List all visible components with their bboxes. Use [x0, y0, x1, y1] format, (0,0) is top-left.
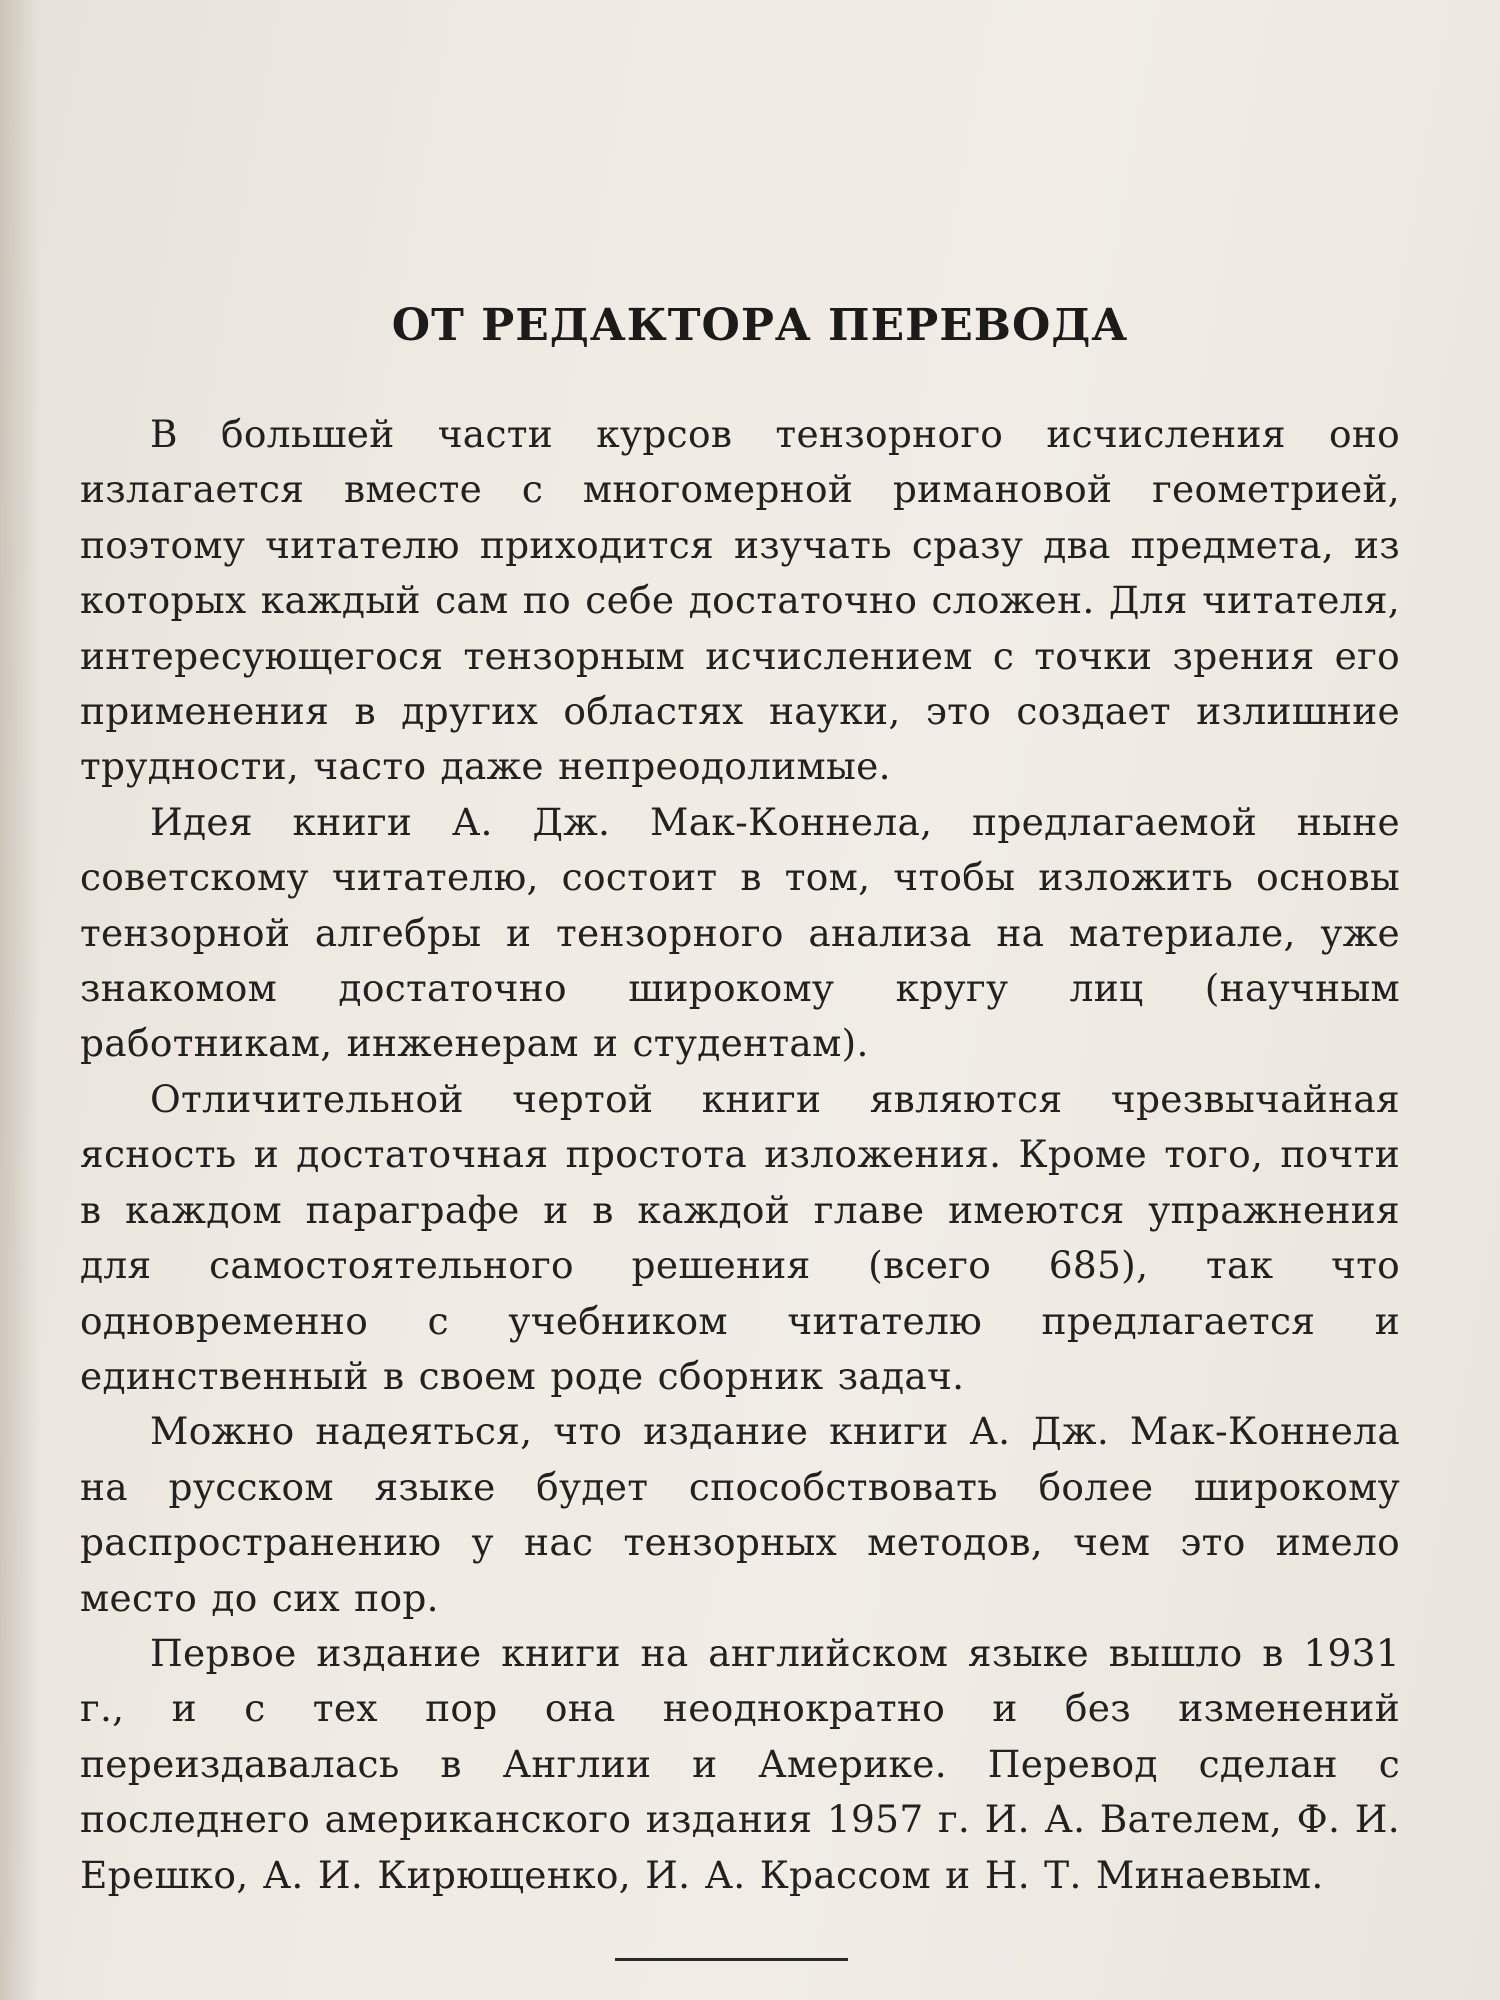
paragraph-5: Первое издание книги на английском языке вышло в 1931 г., и с тех пор она неоднократно и без изменений переиздавалась в Англии и Америке. Перевод сделан с последнего американского издания 1957 г. И. А. Вателем, Ф. И. Ерешко, А. И. Кирющенко, И. А. Крассом и Н. Т. Минаевым. — [80, 1630, 1400, 1897]
page-title: ОТ РЕДАКТОРА ПЕРЕВОДА — [391, 300, 1129, 351]
paragraph-2: Идея книги А. Дж. Мак-Коннела, предлагаемой ныне советскому читателю, состоит в том, чтобы изложить основы тензорной алгебры и тензорного анализа на материале, уже знакомом достаточно широкому кругу лиц (научным работникам, инженерам и студентам). — [80, 799, 1400, 1066]
paragraph-4: Можно надеяться, что издание книги А. Дж. Мак-Коннела на русском языке будет способствовать более широкому распространению у нас тензорных методов, чем это имело место до сих пор. — [80, 1409, 1400, 1620]
paragraph-1: В большей части курсов тензорного исчисления оно излагается вместе с многомерной римановой геометрией, поэтому читателю приходится изучать сразу два предмета, из которых каждый сам по себе достаточно сложен. Для читателя, интересующегося тензорным исчислением с точки зрения его применения в других областях науки, это создает излишние трудности, часто даже непреодолимые. — [80, 412, 1400, 789]
paragraph-3: Отличительной чертой книги являются чрезвычайная ясность и достаточная простота изложения. Кроме того, почти в каждом параграфе и в каждой главе имеются упражнения для самостоятельного решения (всего 685), так что одновременно с учебником читателю предлагается и единственный в своем роде сборник задач. — [80, 1076, 1400, 1398]
page-content — [80, 300, 1400, 1903]
page-shadow — [0, 0, 40, 2000]
footer-rule — [615, 1958, 848, 1961]
